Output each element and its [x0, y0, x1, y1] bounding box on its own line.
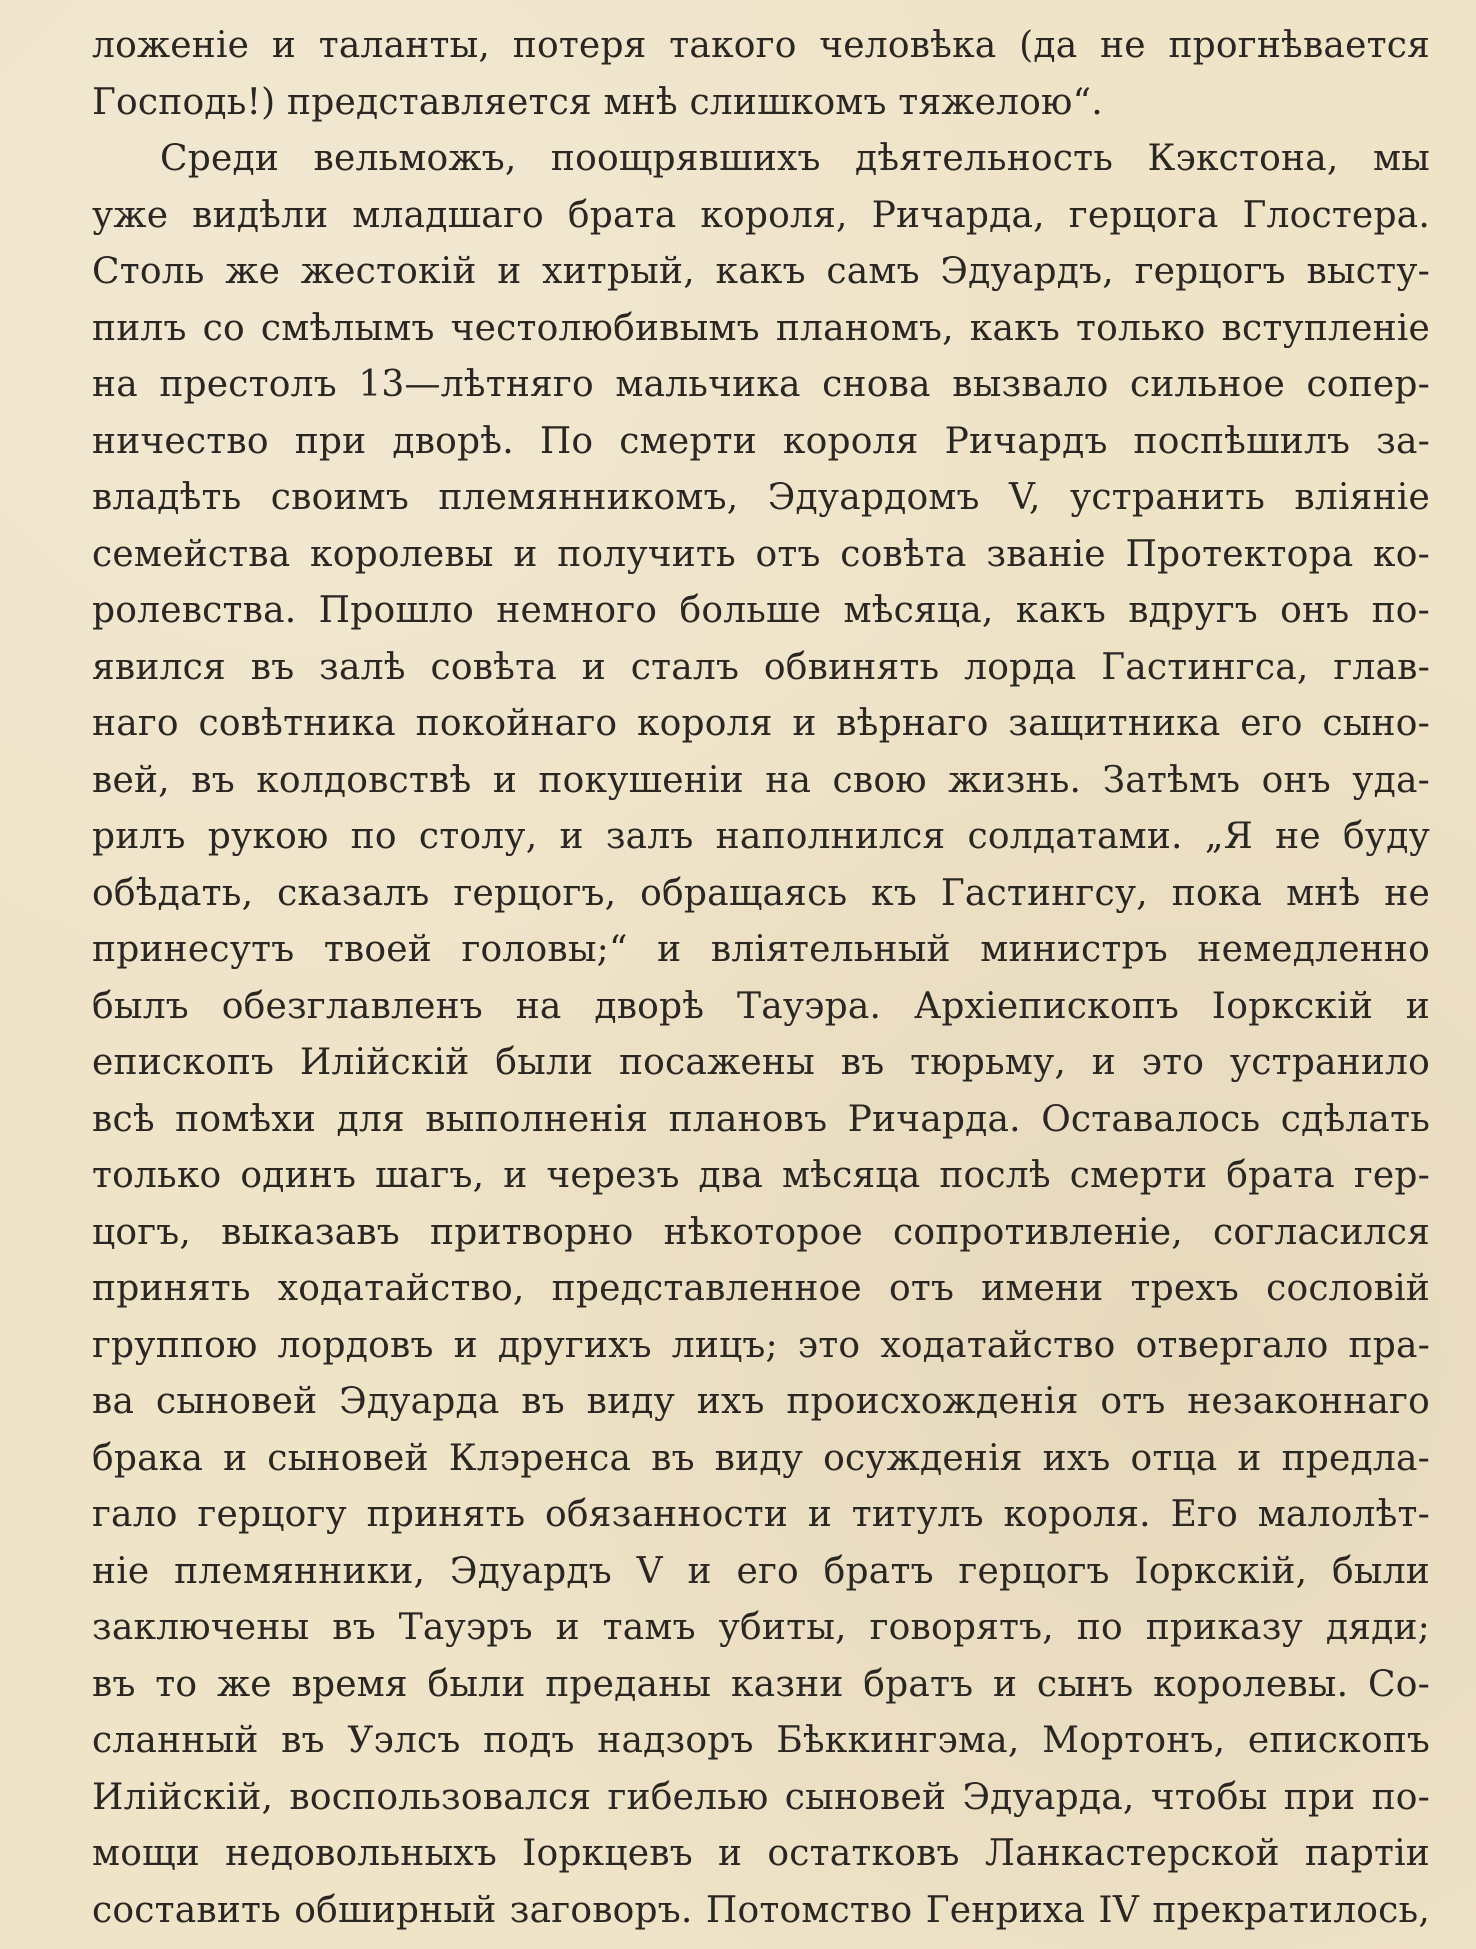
text-line: сланный въ Уэлсъ подъ надзоръ Бѣккингэма, Мортонъ, епископъ [92, 1720, 1430, 1761]
text-line: епископъ Илійскій были посажены въ тюрьму, и это устранило [92, 1042, 1430, 1083]
text-line: ложеніе и таланты, потеря такого человѣка (да не прогнѣвается [92, 25, 1430, 66]
text-line: былъ обезглавленъ на дворѣ Тауэра. Архіепископъ Іоркскій и [92, 985, 1430, 1027]
text-line: вей, въ колдовствѣ и покушеніи на свою жизнь. Затѣмъ онъ уда- [92, 759, 1430, 801]
text-line: обѣдать, сказалъ герцогъ, обращаясь къ Гастингсу, пока мнѣ не [92, 872, 1430, 914]
text-line: ничество при дворѣ. По смерти короля Ричардъ поспѣшилъ за- [92, 420, 1430, 462]
text-line: Среди вельможъ, поощрявшихъ дѣятельность Кэкстона, мы [160, 138, 1430, 179]
text-line: принесутъ твоей головы;“ и вліятельный министръ немедленно [92, 929, 1430, 970]
text-block [92, 18, 1430, 1939]
text-line: принять ходатайство, представленное отъ имени трехъ сословій [92, 1268, 1430, 1309]
text-line: уже видѣли младшаго брата короля, Ричарда, герцога Глостера. [92, 194, 1430, 236]
text-line: составить обширный заговоръ. Потомство Генриха IV прекратилось, [92, 1889, 1430, 1931]
text-line: ва сыновей Эдуарда въ виду ихъ происхожденія отъ незаконнаго [92, 1381, 1430, 1422]
text-line: мощи недовольныхъ Іоркцевъ и остатковъ Ланкастерской партіи [92, 1833, 1430, 1874]
text-line: брака и сыновей Клэренса въ виду осужденія ихъ отца и предла- [92, 1437, 1430, 1479]
text-line: ніе племянники, Эдуардъ V и его братъ герцогъ Іоркскій, были [92, 1550, 1430, 1592]
text-line: рилъ рукою по столу, и залъ наполнился солдатами. „Я не буду [92, 816, 1430, 857]
text-line: Господь!) представляется мнѣ слишкомъ тяжелою“. [92, 81, 1103, 123]
text-line: гало герцогу принять обязанности и титулъ короля. Его малолѣт- [92, 1494, 1430, 1535]
text-line: всѣ помѣхи для выполненія плановъ Ричарда. Оставалось сдѣлать [92, 1098, 1430, 1140]
text-line: семейства королевы и получить отъ совѣта званіе Протектора ко- [92, 533, 1430, 575]
text-line: въ то же время были преданы казни братъ и сынъ королевы. Со- [92, 1663, 1430, 1705]
text-line: заключены въ Тауэръ и тамъ убиты, говорятъ, по приказу дяди; [92, 1607, 1430, 1648]
text-line: явился въ залѣ совѣта и сталъ обвинять лорда Гастингса, глав- [92, 646, 1430, 688]
text-line: пилъ со смѣлымъ честолюбивымъ планомъ, какъ только вступленіе [92, 307, 1430, 349]
text-line: ролевства. Прошло немного больше мѣсяца, какъ вдругъ онъ по- [92, 590, 1430, 631]
text-line: на престолъ 13—лѣтняго мальчика снова вызвало сильное сопер- [92, 364, 1430, 405]
text-line: Столь же жестокій и хитрый, какъ самъ Эдуардъ, герцогъ высту- [92, 251, 1430, 292]
text-line: цогъ, выказавъ притворно нѣкоторое сопротивленіе, согласился [92, 1211, 1430, 1253]
text-line: группою лордовъ и другихъ лицъ; это ходатайство отвергало пра- [92, 1324, 1430, 1366]
text-line: Илійскій, воспользовался гибелью сыновей Эдуарда, чтобы при по- [92, 1776, 1430, 1818]
text-line: владѣть своимъ племянникомъ, Эдуардомъ V, устранить вліяніе [92, 477, 1430, 518]
text-line: только одинъ шагъ, и черезъ два мѣсяца послѣ смерти брата гер- [92, 1155, 1430, 1196]
text-line: наго совѣтника покойнаго короля и вѣрнаго защитника его сыно- [92, 703, 1430, 744]
